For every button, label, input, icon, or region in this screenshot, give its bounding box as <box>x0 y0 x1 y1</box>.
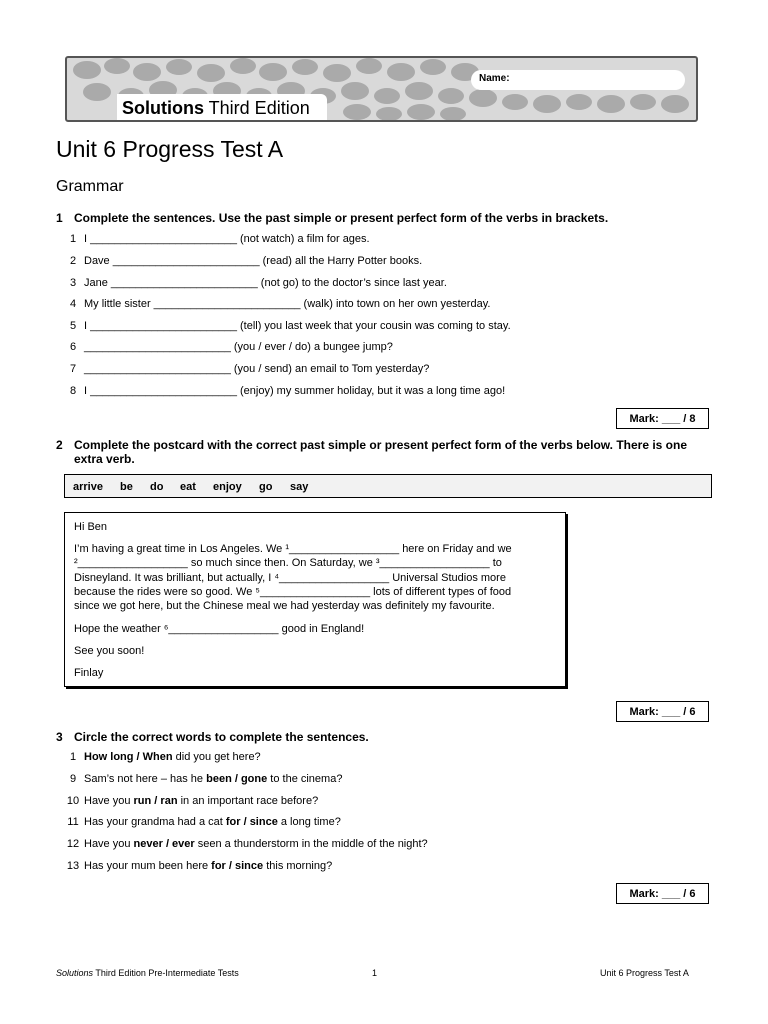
item-number: 9 <box>69 773 77 785</box>
q1-item <box>62 255 422 267</box>
choice-words[interactable]: never / ever <box>133 838 195 850</box>
item-number: 5 <box>69 320 77 332</box>
postcard-hope: Hope the weather ⁶__________________ good in England! <box>74 623 365 635</box>
postcard-line: ²__________________ so much since then. On Saturday, we ³__________________ to <box>74 557 502 569</box>
postcard-line: I’m having a great time in Los Angeles. We ¹__________________ here on Friday and we <box>74 543 512 555</box>
section-heading: Grammar <box>56 178 124 195</box>
word-item: enjoy <box>213 481 242 493</box>
q1-item <box>62 363 429 375</box>
item-number: 12 <box>66 838 80 850</box>
q3-number: 3 <box>56 730 63 744</box>
item-number: 6 <box>69 341 77 353</box>
choice-words[interactable]: for / since <box>211 860 264 872</box>
postcard-greeting: Hi Ben <box>74 521 108 533</box>
postcard-signoff: Finlay <box>74 667 104 679</box>
name-field[interactable] <box>471 70 685 90</box>
item-number: 11 <box>67 816 79 828</box>
q3-item: 12 Have you never / ever seen a thunderstorm in the middle of the night? <box>62 838 428 850</box>
choice-words[interactable]: been / gone <box>206 773 268 785</box>
word-item: do <box>150 481 164 493</box>
item-number: 13 <box>66 860 80 872</box>
choice-words[interactable]: for / since <box>225 816 278 828</box>
item-number: 1 <box>69 751 77 763</box>
word-item: go <box>259 481 273 493</box>
item-text: ________________________ (you / send) an email to Tom yesterday? <box>84 363 430 375</box>
q1-item <box>62 320 511 332</box>
name-label: Name: <box>479 73 510 84</box>
q1-item <box>62 385 505 397</box>
postcard-line: because the rides were so good. We ⁵__________________ lots of different types of food <box>74 586 512 598</box>
item-text: Jane ________________________ (not go) to the doctor’s since last year. <box>84 277 447 289</box>
item-number: 2 <box>69 255 77 267</box>
q1-item <box>62 298 490 310</box>
q3-item: 10 Have you run / ran in an important race before? <box>62 795 318 807</box>
word-item: eat <box>180 481 196 493</box>
q3-item: 9 Sam’s not here – has he been / gone to the cinema? <box>62 773 342 785</box>
q1-item <box>62 233 370 245</box>
item-number: 1 <box>69 233 77 245</box>
word-item: say <box>290 481 309 493</box>
item-number: 7 <box>69 363 77 375</box>
word-box <box>64 474 712 498</box>
q3-instruction: Circle the correct words to complete the sentences. <box>74 730 369 744</box>
footer-page-number: 1 <box>372 968 378 978</box>
q1-item <box>62 341 393 353</box>
q2-number: 2 <box>56 438 63 452</box>
postcard-see-you: See you soon! <box>74 645 145 657</box>
brand-title: Solutions Third Edition <box>122 98 310 118</box>
item-text: I ________________________ (enjoy) my summer holiday, but it was a long time ago! <box>84 385 506 397</box>
page-title: Unit 6 Progress Test A <box>56 136 284 162</box>
postcard <box>64 512 566 687</box>
brand-tab <box>117 94 327 122</box>
q3-item: 13 Has your mum been here for / since this morning? <box>62 860 332 872</box>
q3-item: 1 How long / When did you get here? <box>62 751 261 763</box>
item-text: ________________________ (you / ever / do) a bungee jump? <box>84 341 393 353</box>
choice-words[interactable]: run / ran <box>133 795 178 807</box>
q2-mark-box: Mark: ___ / 6 <box>616 701 709 722</box>
item-text: My little sister ________________________ (walk) into town on her own yesterday. <box>84 298 491 310</box>
q3-mark-box: Mark: ___ / 6 <box>616 883 709 904</box>
header-banner <box>65 56 698 122</box>
postcard-line: Disneyland. It was brilliant, but actually, I ⁴__________________ Universal Studios more <box>74 572 506 584</box>
choice-words[interactable]: How long / When <box>84 751 173 763</box>
item-text: I ________________________ (tell) you last week that your cousin was coming to stay. <box>84 320 511 332</box>
item-number: 8 <box>69 385 77 397</box>
q1-instruction: Complete the sentences. Use the past simple or present perfect form of the verbs in brackets. <box>74 211 609 225</box>
word-item: arrive <box>73 481 103 493</box>
q1-item <box>62 277 447 289</box>
q1-mark-box: Mark: ___ / 8 <box>616 408 709 429</box>
postcard-line: since we got here, but the Chinese meal we had yesterday was definitely my favourite. <box>74 600 495 612</box>
footer-left: Solutions Third Edition Pre-Intermediate Tests <box>56 968 239 978</box>
item-number: 4 <box>69 298 77 310</box>
item-number: 10 <box>66 795 80 807</box>
q2-instruction: Complete the postcard with the correct past simple or present perfect form of the verbs below. There is one extra verb. <box>74 438 688 466</box>
item-text: I ________________________ (not watch) a film for ages. <box>84 233 370 245</box>
item-text: Dave ________________________ (read) all the Harry Potter books. <box>84 255 423 267</box>
q1-number: 1 <box>56 211 63 225</box>
item-number: 3 <box>69 277 77 289</box>
footer-right: Unit 6 Progress Test A <box>600 968 689 978</box>
word-item: be <box>120 481 133 493</box>
q3-item: 11 Has your grandma had a cat for / since a long time? <box>62 816 341 828</box>
